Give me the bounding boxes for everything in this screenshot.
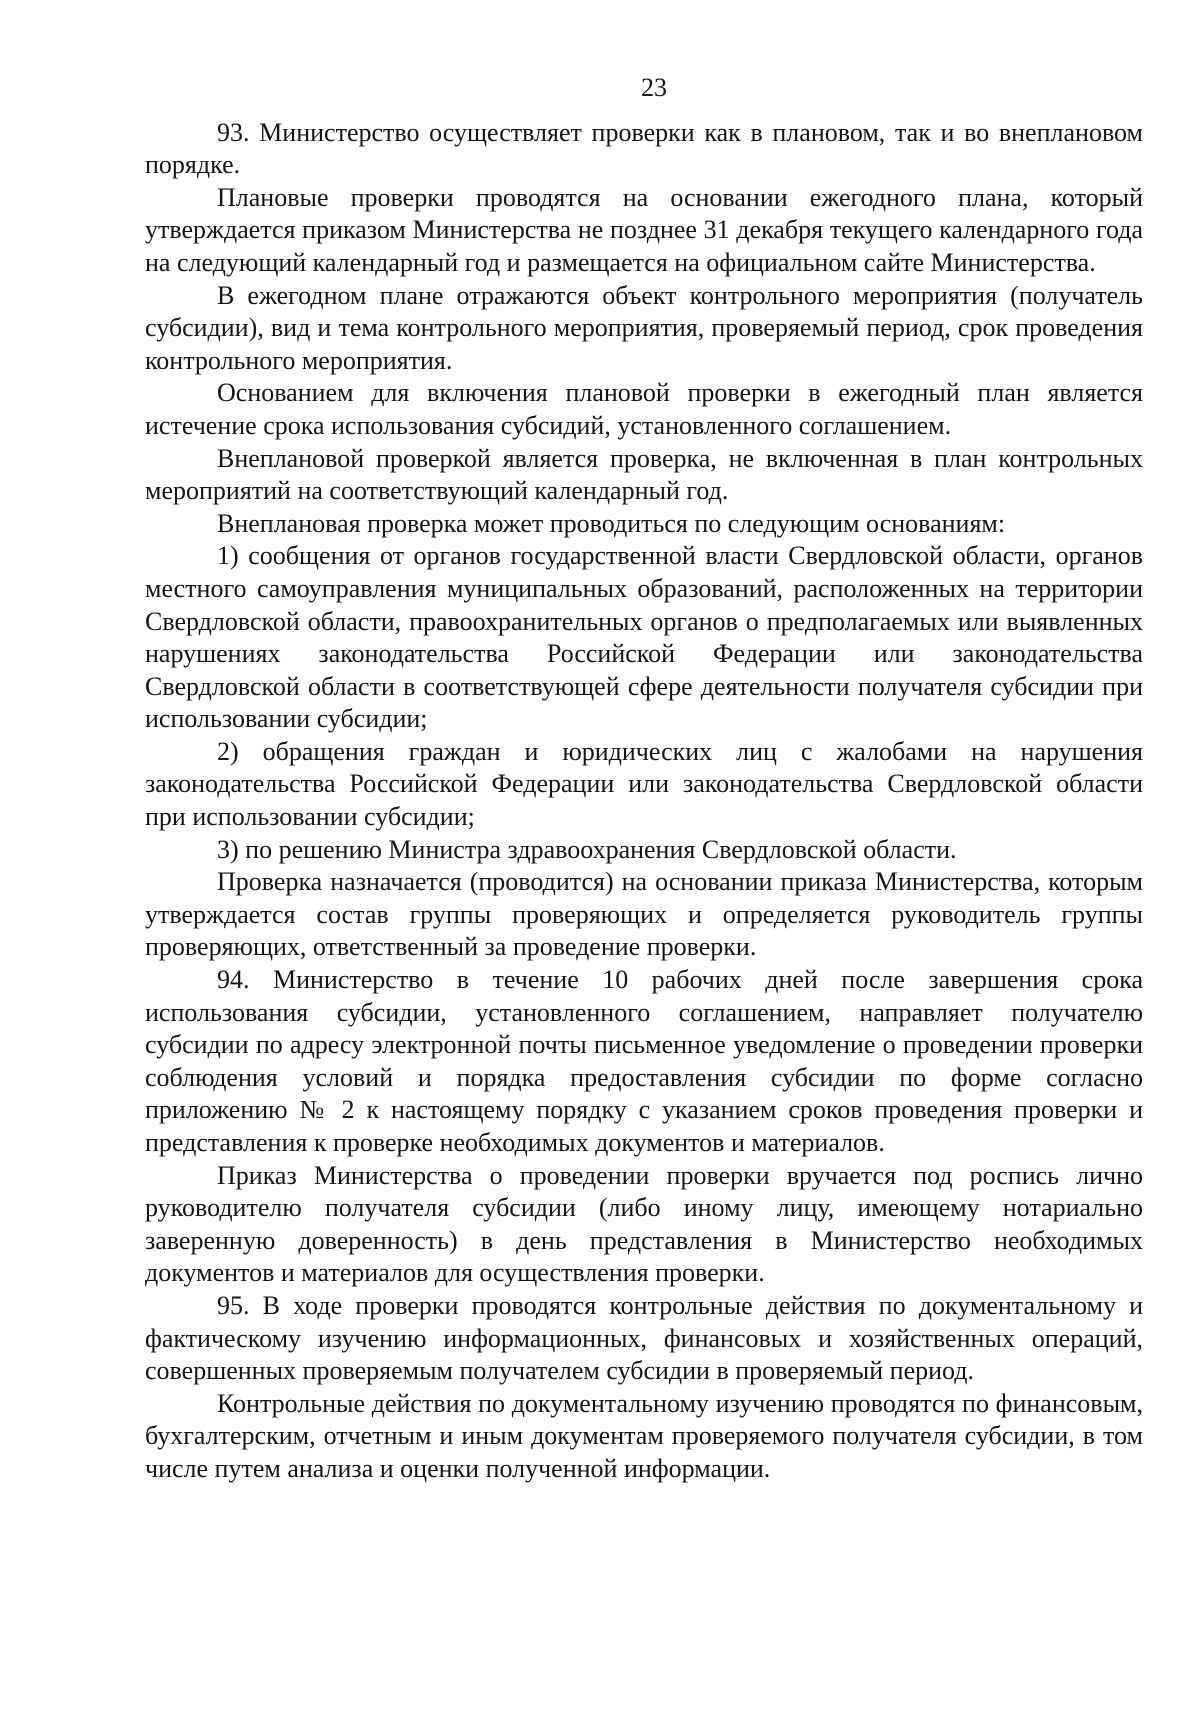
- paragraph-planned-checks: Плановые проверки проводятся на основании ежегодного плана, который утверждается приказом Министерства не позднее 31 декабря текущего календарного года на следующий календарный год и размещается на официальном сайте Министерства.: [145, 182, 1143, 277]
- document-page: [145, 72, 1143, 1486]
- paragraph-unplanned-definition: Внеплановой проверкой является проверка, не включенная в план контрольных мероприятий на соответствующий календарный год.: [145, 443, 1143, 506]
- paragraph-unplanned-grounds: Внеплановая проверка может проводиться по следующим основаниям:: [217, 508, 1006, 538]
- paragraph-ground-1: 1) сообщения от органов государственной власти Свердловской области, органов местного самоуправления муниципальных образований, расположенных на территории Свердловской области, правоохранительных органов о предполагаемых или выявленных нарушениях законодательства Российской Федерации или законодательства Свердловской области в соответствующей сфере деятельности получателя субсидии при использовании субсидии;: [145, 541, 1143, 734]
- paragraph-94: 94. Министерство в течение 10 рабочих дней после завершения срока использования субсидии, установленного соглашением, направляет получателю субсидии по адресу электронной почты письменное уведомление о проведении проверки соблюдения условий и порядка предоставления субсидии по форме согласно приложению № 2 к настоящему порядку с указанием сроков проведения проверки и представления к проверке необходимых документов и материалов.: [145, 965, 1143, 1157]
- paragraph-check-order: Проверка назначается (проводится) на основании приказа Министерства, которым утверждается состав группы проверяющих и определяется руководитель группы проверяющих, ответственный за проведение проверки.: [145, 867, 1143, 962]
- paragraph-annual-plan: В ежегодном плане отражаются объект контрольного мероприятия (получатель субсидии), вид и тема контрольного мероприятия, проверяемый период, срок проведения контрольного мероприятия.: [145, 280, 1143, 375]
- paragraph-order-delivery: Приказ Министерства о проведении проверки вручается под роспись лично руководителю получателя субсидии (либо иному лицу, имеющему нотариально заверенную доверенность) в день представления в Министерство необходимых документов и материалов для осуществления проверки.: [145, 1160, 1143, 1288]
- page-number: 23: [641, 73, 667, 102]
- paragraph-ground-2: 2) обращения граждан и юридических лиц с жалобами на нарушения законодательства Российской Федерации или законодательства Свердловской области при использовании субсидии;: [145, 736, 1143, 832]
- paragraph-ground-3: 3) по решению Министра здравоохранения Свердловской области.: [217, 834, 957, 864]
- paragraph-plan-basis: Основанием для включения плановой проверки в ежегодный план является истечение срока использования субсидий, установленного соглашением.: [145, 378, 1143, 440]
- paragraph-95: 95. В ходе проверки проводятся контрольные действия по документальному и фактическому изучению информационных, финансовых и хозяйственных операций, совершенных проверяемым получателем субсидии в проверяемый период.: [145, 1290, 1143, 1386]
- paragraph-control-actions: Контрольные действия по документальному изучению проводятся по финансовым, бухгалтерским, отчетным и иным документам проверяемого получателя субсидии, в том числе путем анализа и оценки полученной информации.: [145, 1388, 1143, 1483]
- paragraph-93: 93. Министерство осуществляет проверки как в плановом, так и во внеплановом порядке.: [145, 117, 1143, 180]
